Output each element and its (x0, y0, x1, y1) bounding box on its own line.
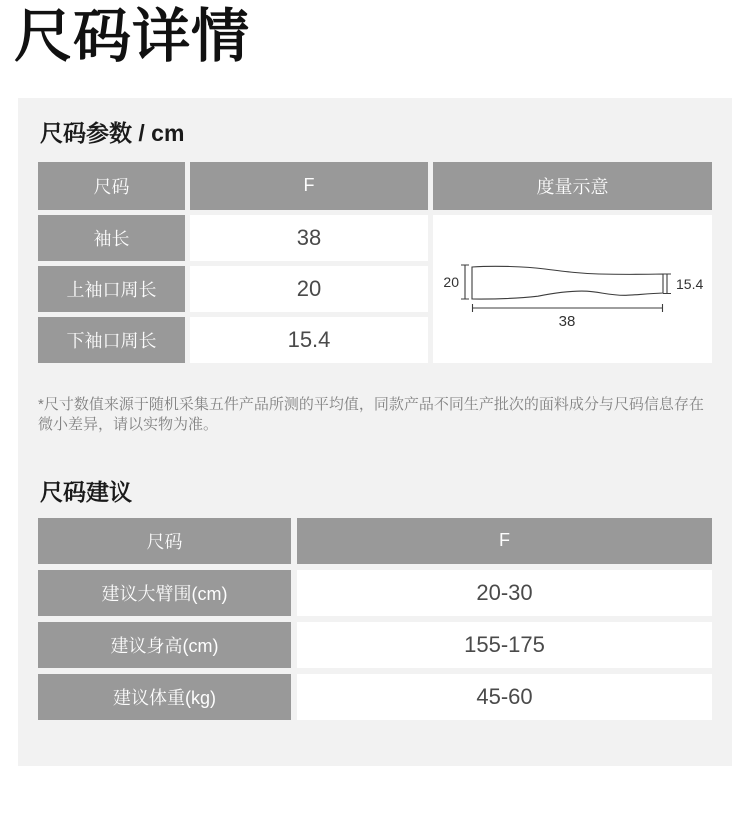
suggest-row-value-weight: 45-60 (297, 674, 712, 720)
page-title: 尺码详情 (14, 4, 251, 69)
param-row-value-lower-cuff: 15.4 (190, 317, 428, 363)
suggest-column-header-f: F (297, 518, 712, 564)
param-row-label-lower-cuff: 下袖口周长 (38, 317, 185, 363)
suggest-row-label-height: 建议身高(cm) (38, 622, 291, 668)
params-column-header-diagram: 度量示意 (433, 162, 712, 210)
dimension-label-sleeve-length: 38 (558, 312, 576, 330)
param-row-value-upper-cuff: 20 (190, 266, 428, 312)
param-row-value-sleeve-length: 38 (190, 215, 428, 261)
size-params-disclaimer: *尺寸数值来源于随机采集五件产品所测的平均值，同款产品不同生产批次的面料成分与尺码信息存在微小差异，请以实物为准。 (38, 395, 704, 433)
section-title-size-suggestion: 尺码建议 (40, 478, 132, 505)
section-title-size-params: 尺码参数 / cm (40, 119, 185, 146)
dimension-line-bottom (473, 304, 663, 312)
dimension-label-upper-cuff: 20 (443, 273, 459, 290)
sleeve-diagram-svg (433, 215, 712, 363)
suggest-row-label-weight: 建议体重(kg) (38, 674, 291, 720)
params-column-header-f: F (190, 162, 428, 210)
param-row-label-sleeve-length: 袖长 (38, 215, 185, 261)
suggest-column-header-size: 尺码 (38, 518, 291, 564)
dimension-line-left (461, 265, 469, 299)
size-params-table (38, 162, 712, 363)
params-column-header-size: 尺码 (38, 162, 185, 210)
sleeve-outline-shape (472, 266, 663, 299)
sleeve-measurement-diagram (433, 215, 712, 363)
dimension-line-right (663, 274, 671, 294)
suggest-row-label-arm: 建议大臂围(cm) (38, 570, 291, 616)
param-row-label-upper-cuff: 上袖口周长 (38, 266, 185, 312)
size-detail-card (18, 98, 732, 766)
suggest-row-value-height: 155-175 (297, 622, 712, 668)
size-suggestion-table (38, 518, 712, 720)
dimension-label-lower-cuff: 15.4 (676, 275, 704, 292)
suggest-row-value-arm: 20-30 (297, 570, 712, 616)
